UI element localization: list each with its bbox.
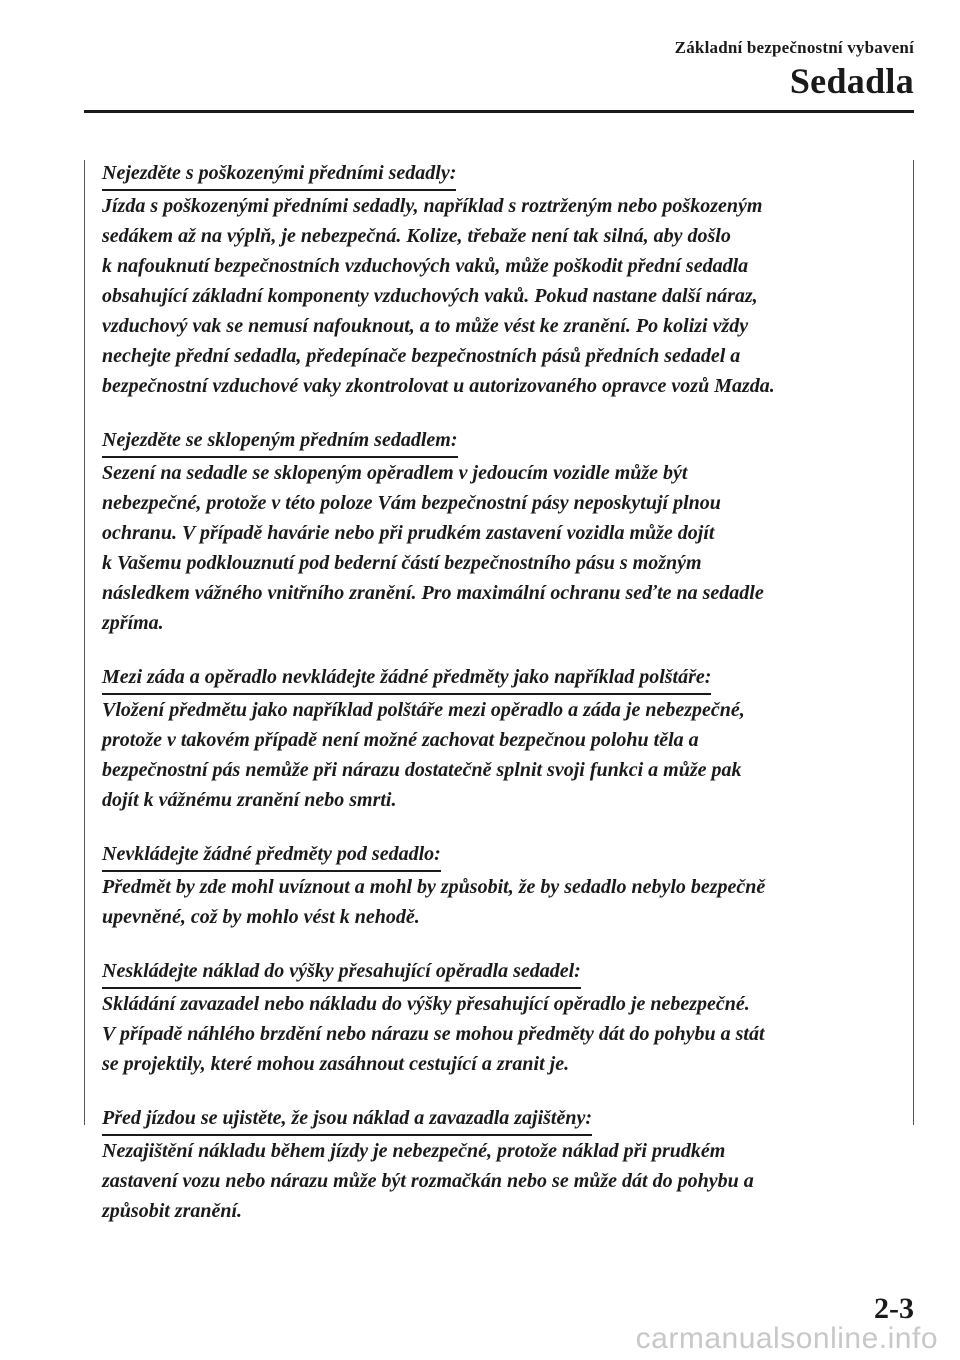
- warning-block: [102, 158, 914, 401]
- warning-heading: Před jízdou se ujistěte, že jsou náklad a zavazadla zajištěny:: [102, 1103, 592, 1136]
- warning-heading: Nejezděte s poškozenými předními sedadly:: [102, 158, 456, 191]
- warning-block: [102, 956, 914, 1079]
- warning-block: [102, 1103, 914, 1226]
- warning-heading: Neskládejte náklad do výšky přesahující opěradla sedadel:: [102, 956, 581, 989]
- warning-text: Jízda s poškozenými předními sedadly, například s roztrženým nebo poškozeným sedákem až na výplň, je nebezpečná. Kolize, třebaže není tak silná, aby došlo k nafouknutí bezpečnostních vzduchových vaků, může poškodit přední sedadla obsahující základní komponenty vzduchových vaků. Pokud nastane další náraz, vzduchový vak se nemusí nafouknout, a to může vést ke zranění. Po kolizi vždy nechejte přední sedadla, předepínače bezpečnostních pásů předních sedadel a bezpečnostní vzduchové vaky zkontrolovat u autorizovaného opravce vozů Mazda.: [102, 195, 775, 397]
- page-header: [675, 38, 914, 102]
- warning-text: Sezení na sedadle se sklopeným opěradlem v jedoucím vozidle může být nebezpečné, protože v této poloze Vám bezpečnostní pásy neposkytují plnou ochranu. V případě havárie nebo při prudkém zastavení vozidla může dojít k Vašemu podklouznutí pod bederní částí bezpečnostního pásu s možným následkem vážného vnitřního zranění. Pro maximální ochranu seďte na sedadle zpříma.: [102, 462, 764, 634]
- warning-text: Vložení předmětu jako například polštáře mezi opěradlo a záda je nebezpečné, protože v takovém případě není možné zachovat bezpečnou polohu těla a bezpečnostní pás nemůže při nárazu dostatečně splnit svoji funkci a může pak dojít k vážnému zranění nebo smrti.: [102, 699, 745, 811]
- warning-block: [102, 662, 914, 815]
- warning-box-left-rule: [84, 160, 85, 1125]
- warning-text: Skládání zavazadel nebo nákladu do výšky přesahující opěradlo je nebezpečné. V případě náhlého brzdění nebo nárazu se mohou předměty dát do pohybu a stát se projektily, které mohou zasáhnout cestující a zranit je.: [102, 993, 765, 1075]
- header-rule: [84, 110, 914, 113]
- watermark: carmanualsonline.info: [635, 1322, 938, 1355]
- warning-text: Nezajištění nákladu během jízdy je nebezpečné, protože náklad při prudkém zastavení vozu nebo nárazu může být rozmačkán nebo se může dát do pohybu a způsobit zranění.: [102, 1140, 754, 1222]
- warning-block: [102, 425, 914, 638]
- warning-content: [102, 158, 914, 1250]
- warning-heading: Nejezděte se sklopeným předním sedadlem:: [102, 425, 458, 458]
- warning-text: Předmět by zde mohl uvíznout a mohl by způsobit, že by sedadlo nebylo bezpečně upevněné, což by mohlo vést k nehodě.: [102, 876, 766, 928]
- chapter-title: Sedadla: [789, 61, 914, 101]
- section-title: Základní bezpečnostní vybavení: [674, 38, 914, 57]
- page-number: 2-3: [874, 1292, 914, 1325]
- warning-heading: Nevkládejte žádné předměty pod sedadlo:: [102, 839, 441, 872]
- warning-heading: Mezi záda a opěradlo nevkládejte žádné předměty jako například polštáře:: [102, 662, 711, 695]
- warning-block: [102, 839, 914, 932]
